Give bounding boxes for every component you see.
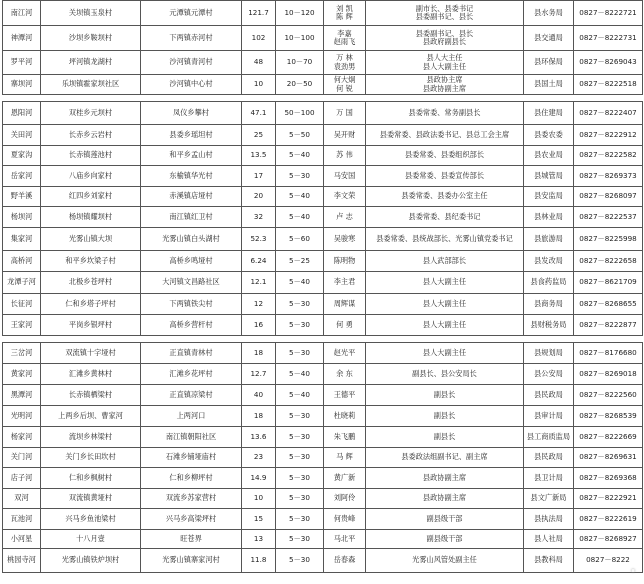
contact-unit-cell: 县住建局 bbox=[524, 102, 574, 125]
chief-role-cell: 县政协主席 县政协副主席 bbox=[366, 75, 524, 95]
contact-unit-cell: 县环保局 bbox=[524, 51, 574, 75]
width-cell: 10－100 bbox=[276, 26, 324, 51]
table-row bbox=[3, 207, 643, 228]
chief-role-cell: 副县长 bbox=[366, 406, 524, 427]
width-cell: 5－40 bbox=[276, 187, 324, 207]
start-point-cell: 双桂乡元坝村 bbox=[41, 102, 141, 125]
start-point-cell: 乐坝镇霍家坝社区 bbox=[41, 75, 141, 95]
end-point-cell: 元潭镇元潭村 bbox=[141, 1, 242, 26]
chief-role-cell: 副市长、县委书记 县委副书记、县长 bbox=[366, 1, 524, 26]
width-cell: 5－30 bbox=[276, 489, 324, 509]
chief-role-cell: 县委常委、县委组织部长 bbox=[366, 146, 524, 166]
separator-cell bbox=[3, 336, 643, 343]
start-point-cell: 仁和乡枫树村 bbox=[41, 468, 141, 489]
river-name-cell: 杨家河 bbox=[3, 427, 41, 448]
table-row bbox=[3, 406, 643, 427]
table-row bbox=[3, 489, 643, 509]
contact-unit-cell: 县商务局 bbox=[524, 294, 574, 315]
contact-unit-cell: 县执法局 bbox=[524, 509, 574, 530]
separator-cell bbox=[3, 95, 643, 102]
phone-cell: 0827－8176680 bbox=[574, 343, 643, 364]
chief-role-cell: 副县长 bbox=[366, 427, 524, 448]
chief-role-cell: 县人武部部长 bbox=[366, 251, 524, 272]
river-name-cell: 长征河 bbox=[3, 294, 41, 315]
end-point-cell: 高桥乡营杆村 bbox=[141, 315, 242, 336]
table-row bbox=[3, 26, 643, 51]
width-cell: 5－40 bbox=[276, 364, 324, 385]
chief-role-cell: 副县级干部 bbox=[366, 509, 524, 530]
start-point-cell: 北极乡苍坪村 bbox=[41, 272, 141, 294]
river-name-cell: 店子河 bbox=[3, 468, 41, 489]
chief-role-cell: 副县级干部 bbox=[366, 530, 524, 549]
length-cell: 47.1 bbox=[242, 102, 276, 125]
length-cell: 13.6 bbox=[242, 427, 276, 448]
length-cell: 102 bbox=[242, 26, 276, 51]
table-row bbox=[3, 51, 643, 75]
river-name-cell: 黑潭河 bbox=[3, 385, 41, 406]
river-name-cell: 罗平河 bbox=[3, 51, 41, 75]
contact-unit-cell: 县林业局 bbox=[524, 207, 574, 228]
width-cell: 50－100 bbox=[276, 102, 324, 125]
river-name-cell: 双河 bbox=[3, 489, 41, 509]
contact-unit-cell: 县农业局 bbox=[524, 146, 574, 166]
chief-name-cell: 吴骏寒 bbox=[324, 228, 366, 251]
start-point-cell: 双流镇十字垭村 bbox=[41, 343, 141, 364]
chief-role-cell: 县委常委、县委宣传部长 bbox=[366, 166, 524, 187]
start-point-cell: 平岗乡银坪村 bbox=[41, 315, 141, 336]
table-row bbox=[3, 364, 643, 385]
length-cell: 12 bbox=[242, 294, 276, 315]
width-cell: 5－40 bbox=[276, 272, 324, 294]
river-name-cell: 神潭河 bbox=[3, 26, 41, 51]
end-point-cell: 沙河镇中心村 bbox=[141, 75, 242, 95]
end-point-cell: 仁和乡柳坪村 bbox=[141, 468, 242, 489]
contact-unit-cell: 县食药监局 bbox=[524, 272, 574, 294]
chief-name-cell: 杜晓莉 bbox=[324, 406, 366, 427]
chief-name-cell: 朱飞鹏 bbox=[324, 427, 366, 448]
length-cell: 23 bbox=[242, 448, 276, 468]
contact-unit-cell: 县规划局 bbox=[524, 343, 574, 364]
start-point-cell: 双流镇黄垭村 bbox=[41, 489, 141, 509]
start-point-cell: 上两乡后坝、曹家河 bbox=[41, 406, 141, 427]
width-cell: 5－30 bbox=[276, 530, 324, 549]
start-point-cell: 十八月壹 bbox=[41, 530, 141, 549]
table-row bbox=[3, 146, 643, 166]
phone-cell: 0827－8222658 bbox=[574, 251, 643, 272]
chief-name-cell: 吴开财 bbox=[324, 125, 366, 146]
width-cell: 5－30 bbox=[276, 406, 324, 427]
width-cell: 5－30 bbox=[276, 448, 324, 468]
start-point-cell: 沙坝乡鞍坝村 bbox=[41, 26, 141, 51]
chief-role-cell: 县委常委、县统战部长、光雾山镇党委书记 bbox=[366, 228, 524, 251]
contact-unit-cell: 县安监局 bbox=[524, 187, 574, 207]
river-name-cell: 岳家河 bbox=[3, 166, 41, 187]
length-cell: 10 bbox=[242, 489, 276, 509]
start-point-cell: 关门乡长田坎村 bbox=[41, 448, 141, 468]
width-cell: 5－30 bbox=[276, 294, 324, 315]
phone-cell: 0827－8269631 bbox=[574, 448, 643, 468]
phone-cell: 0827－8222518 bbox=[574, 75, 643, 95]
river-name-cell: 夏家沟 bbox=[3, 146, 41, 166]
end-point-cell: 下两镇铁尖村 bbox=[141, 294, 242, 315]
start-point-cell: 仁和乡塔子坪村 bbox=[41, 294, 141, 315]
phone-cell: 0827－8268927 bbox=[574, 530, 643, 549]
contact-unit-cell: 县交通局 bbox=[524, 26, 574, 51]
phone-cell: 0827－8269368 bbox=[574, 468, 643, 489]
chief-name-cell: 苏 伟 bbox=[324, 146, 366, 166]
chief-name-cell: 陈明物 bbox=[324, 251, 366, 272]
river-name-cell: 关田河 bbox=[3, 125, 41, 146]
chief-name-cell: 李文荣 bbox=[324, 187, 366, 207]
chief-role-cell: 光雾山风管处副主任 bbox=[366, 549, 524, 573]
end-point-cell: 汇滩乡花坪村 bbox=[141, 364, 242, 385]
chief-name-cell: 余 东 bbox=[324, 364, 366, 385]
length-cell: 32 bbox=[242, 207, 276, 228]
table-row bbox=[3, 385, 643, 406]
start-point-cell: 杨坝镇耀坝村 bbox=[41, 207, 141, 228]
river-name-cell: 小河星 bbox=[3, 530, 41, 549]
chief-name-cell: 周辉谋 bbox=[324, 294, 366, 315]
end-point-cell: 沙河镇青河村 bbox=[141, 51, 242, 75]
length-cell: 18 bbox=[242, 406, 276, 427]
contact-unit-cell: 县发改局 bbox=[524, 251, 574, 272]
chief-name-cell: 卢 志 bbox=[324, 207, 366, 228]
table-row bbox=[3, 251, 643, 272]
start-point-cell: 和平乡坎梁子村 bbox=[41, 251, 141, 272]
chief-name-cell: 赵光平 bbox=[324, 343, 366, 364]
river-name-cell: 集家河 bbox=[3, 228, 41, 251]
contact-unit-cell: 县委农委 bbox=[524, 125, 574, 146]
river-name-cell: 桃园寺河 bbox=[3, 549, 41, 573]
table-row bbox=[3, 468, 643, 489]
end-point-cell: 县委乡瑶坦村 bbox=[141, 125, 242, 146]
contact-unit-cell: 县财税务局 bbox=[524, 315, 574, 336]
contact-unit-cell: 县国土局 bbox=[524, 75, 574, 95]
table-row bbox=[3, 448, 643, 468]
length-cell: 18 bbox=[242, 343, 276, 364]
width-cell: 5－40 bbox=[276, 385, 324, 406]
end-point-cell: 上两河口 bbox=[141, 406, 242, 427]
table-row bbox=[3, 187, 643, 207]
phone-cell: 0827－8222877 bbox=[574, 315, 643, 336]
chief-name-cell: 李嘉 赵雨飞 bbox=[324, 26, 366, 51]
phone-cell: 0827－8225998 bbox=[574, 228, 643, 251]
start-point-cell: 长赤乡云岩村 bbox=[41, 125, 141, 146]
table-row bbox=[3, 427, 643, 448]
contact-unit-cell: 县卫计局 bbox=[524, 468, 574, 489]
chief-role-cell: 副县长 bbox=[366, 385, 524, 406]
phone-cell: 0827－8268097 bbox=[574, 187, 643, 207]
width-cell: 5－60 bbox=[276, 228, 324, 251]
width-cell: 5－30 bbox=[276, 549, 324, 573]
length-cell: 11.8 bbox=[242, 549, 276, 573]
chief-role-cell: 县委常委、常务副县长 bbox=[366, 102, 524, 125]
end-point-cell: 和平乡孟山村 bbox=[141, 146, 242, 166]
end-point-cell: 南江镇朝阳社区 bbox=[141, 427, 242, 448]
river-name-cell: 高桥河 bbox=[3, 251, 41, 272]
width-cell: 5－40 bbox=[276, 207, 324, 228]
river-name-cell: 龙潭子河 bbox=[3, 272, 41, 294]
chief-name-cell: 马安国 bbox=[324, 166, 366, 187]
phone-cell: 0827－8222669 bbox=[574, 427, 643, 448]
chief-name-cell: 马北平 bbox=[324, 530, 366, 549]
end-point-cell: 凤仪乡攀村 bbox=[141, 102, 242, 125]
chief-name-cell: 万 林 袁劲男 bbox=[324, 51, 366, 75]
chief-role-cell: 县委常委、县纪委书记 bbox=[366, 207, 524, 228]
river-name-cell: 野羊溪 bbox=[3, 187, 41, 207]
contact-unit-cell: 县城管局 bbox=[524, 166, 574, 187]
width-cell: 5－30 bbox=[276, 343, 324, 364]
river-chief-table bbox=[2, 0, 643, 573]
start-point-cell: 长赤镇栖梁村 bbox=[41, 385, 141, 406]
chief-role-cell: 县人大副主任 bbox=[366, 294, 524, 315]
length-cell: 25 bbox=[242, 125, 276, 146]
table-row bbox=[3, 228, 643, 251]
length-cell: 48 bbox=[242, 51, 276, 75]
phone-cell: 0827－8268539 bbox=[574, 406, 643, 427]
chief-name-cell: 何大炯 何 锐 bbox=[324, 75, 366, 95]
contact-unit-cell: 县工商质监局 bbox=[524, 427, 574, 448]
chief-name-cell: 刘 凯 陈 辉 bbox=[324, 1, 366, 26]
chief-role-cell: 县委常委、县政法委书记、县总工会主席 bbox=[366, 125, 524, 146]
chief-role-cell: 县人大副主任 bbox=[366, 272, 524, 294]
length-cell: 20 bbox=[242, 187, 276, 207]
table-row bbox=[3, 125, 643, 146]
width-cell: 5－30 bbox=[276, 509, 324, 530]
start-point-cell: 光雾山镇大坝 bbox=[41, 228, 141, 251]
table-row bbox=[3, 530, 643, 549]
phone-cell: 0827－8222407 bbox=[574, 102, 643, 125]
start-point-cell: 红四乡刘家村 bbox=[41, 187, 141, 207]
watermark: · bbox=[630, 562, 636, 580]
end-point-cell: 下两镇赤河村 bbox=[141, 26, 242, 51]
end-point-cell: 正直镇青林村 bbox=[141, 343, 242, 364]
phone-cell: 0827－8269018 bbox=[574, 364, 643, 385]
width-cell: 5－30 bbox=[276, 468, 324, 489]
table-row bbox=[3, 294, 643, 315]
river-name-cell: 寨坝河 bbox=[3, 75, 41, 95]
width-cell: 5－30 bbox=[276, 166, 324, 187]
start-point-cell: 兴马乡鱼池梁村 bbox=[41, 509, 141, 530]
chief-name-cell: 何 勇 bbox=[324, 315, 366, 336]
chief-role-cell: 县委政法组副书记、副主席 bbox=[366, 448, 524, 468]
chief-role-cell: 副县长、县公安局长 bbox=[366, 364, 524, 385]
river-name-cell: 光明河 bbox=[3, 406, 41, 427]
chief-name-cell: 李主君 bbox=[324, 272, 366, 294]
phone-cell: 0827－8222731 bbox=[574, 26, 643, 51]
length-cell: 6.24 bbox=[242, 251, 276, 272]
chief-role-cell: 县政协副主席 bbox=[366, 468, 524, 489]
end-point-cell: 东榆镇华光村 bbox=[141, 166, 242, 187]
width-cell: 10－70 bbox=[276, 51, 324, 75]
contact-unit-cell: 县教科局 bbox=[524, 549, 574, 573]
table-row bbox=[3, 75, 643, 95]
chief-name-cell: 万 国 bbox=[324, 102, 366, 125]
start-point-cell: 八庙乡向家村 bbox=[41, 166, 141, 187]
contact-unit-cell: 县民政局 bbox=[524, 385, 574, 406]
length-cell: 17 bbox=[242, 166, 276, 187]
group-separator bbox=[3, 95, 643, 102]
end-point-cell: 兴马乡高梁坪村 bbox=[141, 509, 242, 530]
phone-cell: 0827－8222619 bbox=[574, 509, 643, 530]
river-name-cell: 瓦池河 bbox=[3, 509, 41, 530]
end-point-cell: 光雾山镇寨家河村 bbox=[141, 549, 242, 573]
chief-name-cell: 刘阿伶 bbox=[324, 489, 366, 509]
length-cell: 40 bbox=[242, 385, 276, 406]
start-point-cell: 光雾山镇铁炉坝村 bbox=[41, 549, 141, 573]
chief-role-cell: 县委副书记、县长 县政府副县长 bbox=[366, 26, 524, 51]
width-cell: 5－30 bbox=[276, 315, 324, 336]
chief-name-cell: 岳春森 bbox=[324, 549, 366, 573]
length-cell: 15 bbox=[242, 509, 276, 530]
length-cell: 10 bbox=[242, 75, 276, 95]
end-point-cell: 南江镇红卫村 bbox=[141, 207, 242, 228]
contact-unit-cell: 县公安局 bbox=[524, 364, 574, 385]
chief-name-cell: 何贵峰 bbox=[324, 509, 366, 530]
river-name-cell: 三岔河 bbox=[3, 343, 41, 364]
phone-cell: 0827－8268655 bbox=[574, 294, 643, 315]
contact-unit-cell: 县旅游局 bbox=[524, 228, 574, 251]
table-row bbox=[3, 1, 643, 26]
table-row bbox=[3, 166, 643, 187]
end-point-cell: 高桥乡鸣垭村 bbox=[141, 251, 242, 272]
table-row bbox=[3, 509, 643, 530]
river-name-cell: 杨坝河 bbox=[3, 207, 41, 228]
table-row bbox=[3, 272, 643, 294]
river-name-cell: 关门河 bbox=[3, 448, 41, 468]
chief-role-cell: 县人大副主任 bbox=[366, 343, 524, 364]
width-cell: 5－40 bbox=[276, 146, 324, 166]
phone-cell: 0827－8269043 bbox=[574, 51, 643, 75]
length-cell: 121.7 bbox=[242, 1, 276, 26]
chief-role-cell: 县政协副主席 bbox=[366, 489, 524, 509]
end-point-cell: 光雾山镇白头湖村 bbox=[141, 228, 242, 251]
table-row bbox=[3, 343, 643, 364]
width-cell: 20－50 bbox=[276, 75, 324, 95]
contact-unit-cell: 县民政局 bbox=[524, 448, 574, 468]
phone-cell: 0827－8222560 bbox=[574, 385, 643, 406]
table-row bbox=[3, 549, 643, 573]
river-name-cell: 黄家河 bbox=[3, 364, 41, 385]
end-point-cell: 赤溪镇店垭村 bbox=[141, 187, 242, 207]
phone-cell: 0827－8222721 bbox=[574, 1, 643, 26]
chief-role-cell: 县人大主任 县人大副主任 bbox=[366, 51, 524, 75]
phone-cell: 0827－8222912 bbox=[574, 125, 643, 146]
contact-unit-cell: 县水务局 bbox=[524, 1, 574, 26]
chief-role-cell: 县委常委、县委办公室主任 bbox=[366, 187, 524, 207]
length-cell: 12.7 bbox=[242, 364, 276, 385]
chief-name-cell: 黄广新 bbox=[324, 468, 366, 489]
start-point-cell: 汇滩乡黄林村 bbox=[41, 364, 141, 385]
phone-cell: 0827－8222 bbox=[574, 549, 643, 573]
length-cell: 52.3 bbox=[242, 228, 276, 251]
table-row bbox=[3, 102, 643, 125]
river-name-cell: 恩阳河 bbox=[3, 102, 41, 125]
group-separator bbox=[3, 336, 643, 343]
length-cell: 16 bbox=[242, 315, 276, 336]
start-point-cell: 关坝镇玉泉村 bbox=[41, 1, 141, 26]
length-cell: 14.9 bbox=[242, 468, 276, 489]
end-point-cell: 正直镇凉梁村 bbox=[141, 385, 242, 406]
contact-unit-cell: 县人社局 bbox=[524, 530, 574, 549]
end-point-cell: 旺苍界 bbox=[141, 530, 242, 549]
chief-name-cell: 王德平 bbox=[324, 385, 366, 406]
river-name-cell: 王家河 bbox=[3, 315, 41, 336]
phone-cell: 0827－8269373 bbox=[574, 166, 643, 187]
phone-cell: 0827－8222921 bbox=[574, 489, 643, 509]
river-name-cell: 南江河 bbox=[3, 1, 41, 26]
width-cell: 5－50 bbox=[276, 125, 324, 146]
chief-name-cell: 马 辉 bbox=[324, 448, 366, 468]
end-point-cell: 双流乡苏家营村 bbox=[141, 489, 242, 509]
width-cell: 5－25 bbox=[276, 251, 324, 272]
start-point-cell: 坪河镇龙湖村 bbox=[41, 51, 141, 75]
chief-role-cell: 县人大副主任 bbox=[366, 315, 524, 336]
table-row bbox=[3, 315, 643, 336]
length-cell: 12.1 bbox=[242, 272, 276, 294]
length-cell: 13.5 bbox=[242, 146, 276, 166]
phone-cell: 0827－8222582 bbox=[574, 146, 643, 166]
width-cell: 5－30 bbox=[276, 427, 324, 448]
contact-unit-cell: 县审计局 bbox=[524, 406, 574, 427]
end-point-cell: 石滩乡铺垭庙村 bbox=[141, 448, 242, 468]
length-cell: 13 bbox=[242, 530, 276, 549]
width-cell: 10－120 bbox=[276, 1, 324, 26]
start-point-cell: 流坝乡林梁村 bbox=[41, 427, 141, 448]
contact-unit-cell: 县文广新局 bbox=[524, 489, 574, 509]
phone-cell: 0827－8621709 bbox=[574, 272, 643, 294]
phone-cell: 0827－8222537 bbox=[574, 207, 643, 228]
start-point-cell: 长赤镇莲池村 bbox=[41, 146, 141, 166]
end-point-cell: 大河镇文昌路社区 bbox=[141, 272, 242, 294]
